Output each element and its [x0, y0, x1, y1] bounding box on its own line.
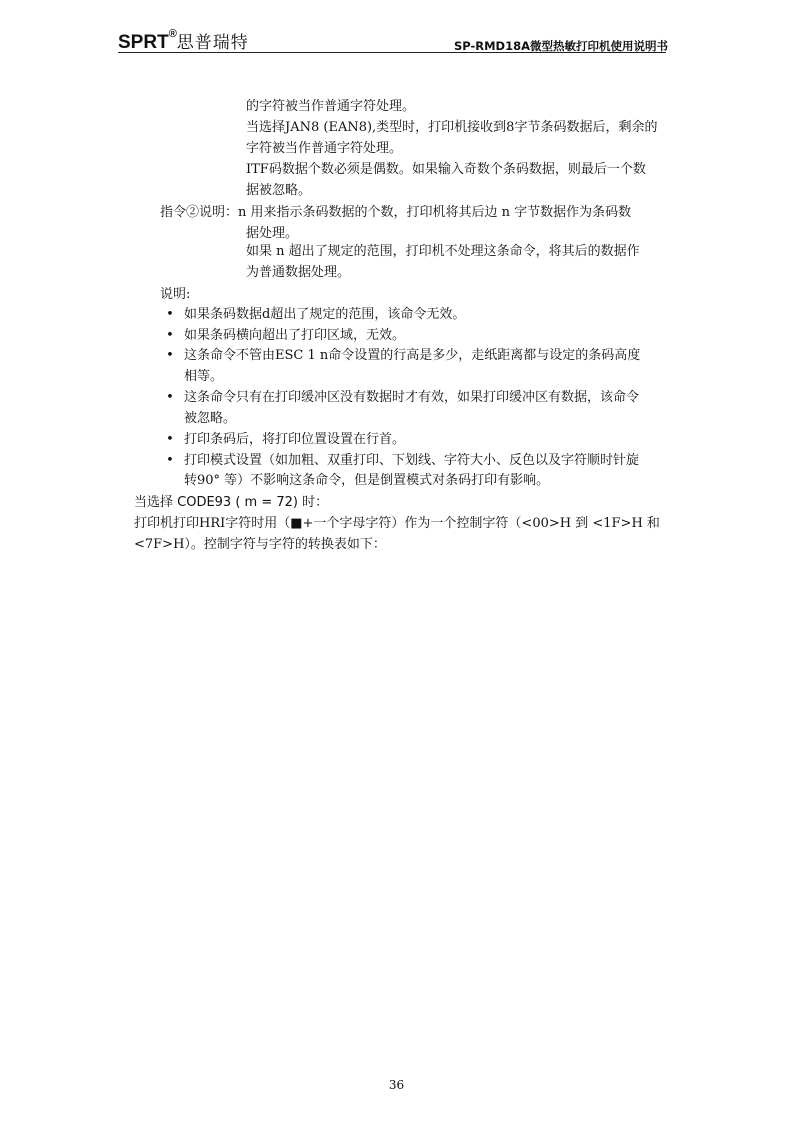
bullet-item: 打印模式设置（如加粗、双重打印、下划线、字符大小、反色以及字符顺时针旋: [184, 453, 640, 468]
bullet-icon: •: [166, 328, 174, 343]
page-header: [118, 28, 678, 54]
page-number: 36: [388, 1078, 405, 1092]
bullet-item: 这条命令不管由ESC 1 n命令设置的行高是多少，走纸距离都与设定的条码高度: [184, 348, 641, 363]
bullet-item-continued: 转90° 等）不影响这条命令，但是倒置模式对条码打印有影响。: [184, 473, 550, 488]
bullet-icon: •: [166, 348, 174, 363]
paragraph-line: 如果 n 超出了规定的范围，打印机不处理这条命令，将其后的数据作: [246, 244, 640, 259]
paragraph-line: 据被忽略。: [246, 183, 312, 198]
bullet-item: 如果条码数据d超出了规定的范围，该命令无效。: [184, 307, 466, 322]
brand-logo: [118, 28, 249, 54]
bullet-icon: •: [166, 390, 174, 405]
paragraph-line: 字符被当作普通字符处理。: [246, 141, 403, 156]
brand-name: SPRT: [118, 32, 169, 53]
header-divider: [118, 52, 666, 53]
brand-name-cn: 思普瑞特: [176, 33, 249, 53]
paragraph-line: 据处理。: [246, 226, 299, 241]
bullet-icon: •: [166, 453, 174, 468]
paragraph-line: ITF码数据个数必须是偶数。如果输入奇数个条码数据，则最后一个数: [246, 162, 646, 177]
paragraph-line: 当选择JAN8 (EAN8),类型时，打印机接收到8字节条码数据后，剩余的: [246, 120, 658, 135]
code93-heading: 当选择 CODE93 ( m = 72) 时：: [134, 495, 329, 510]
bullet-item-continued: 被忽略。: [184, 411, 237, 426]
paragraph-line: 指令②说明：n 用来指示条码数据的个数，打印机将其后边 n 字节数据作为条码数: [160, 205, 632, 220]
bullet-icon: •: [166, 307, 174, 322]
code93-line: <7F>H）。控制字符与字符的转换表如下：: [134, 537, 386, 552]
paragraph-line: 为普通数据处理。: [246, 265, 351, 280]
paragraph-line: 的字符被当作普通字符处理。: [246, 99, 416, 114]
bullet-item: 这条命令只有在打印缓冲区没有数据时才有效，如果打印缓冲区有数据，该命令: [184, 390, 640, 405]
notes-heading: 说明:: [160, 287, 191, 302]
bullet-icon: •: [166, 432, 174, 447]
bullet-item: 如果条码横向超出了打印区域，无效。: [184, 328, 406, 343]
bullet-item-continued: 相等。: [184, 369, 224, 384]
bullet-item: 打印条码后，将打印位置设置在行首。: [184, 432, 406, 447]
document-title: SP-RMD18A微型热敏打印机使用说明书: [453, 39, 668, 53]
registered-mark: ®: [168, 27, 177, 40]
code93-line: 打印机打印HRI字符时用（■+一个字母字符）作为一个控制字符（<00>H 到 <1F>H 和: [134, 516, 660, 531]
